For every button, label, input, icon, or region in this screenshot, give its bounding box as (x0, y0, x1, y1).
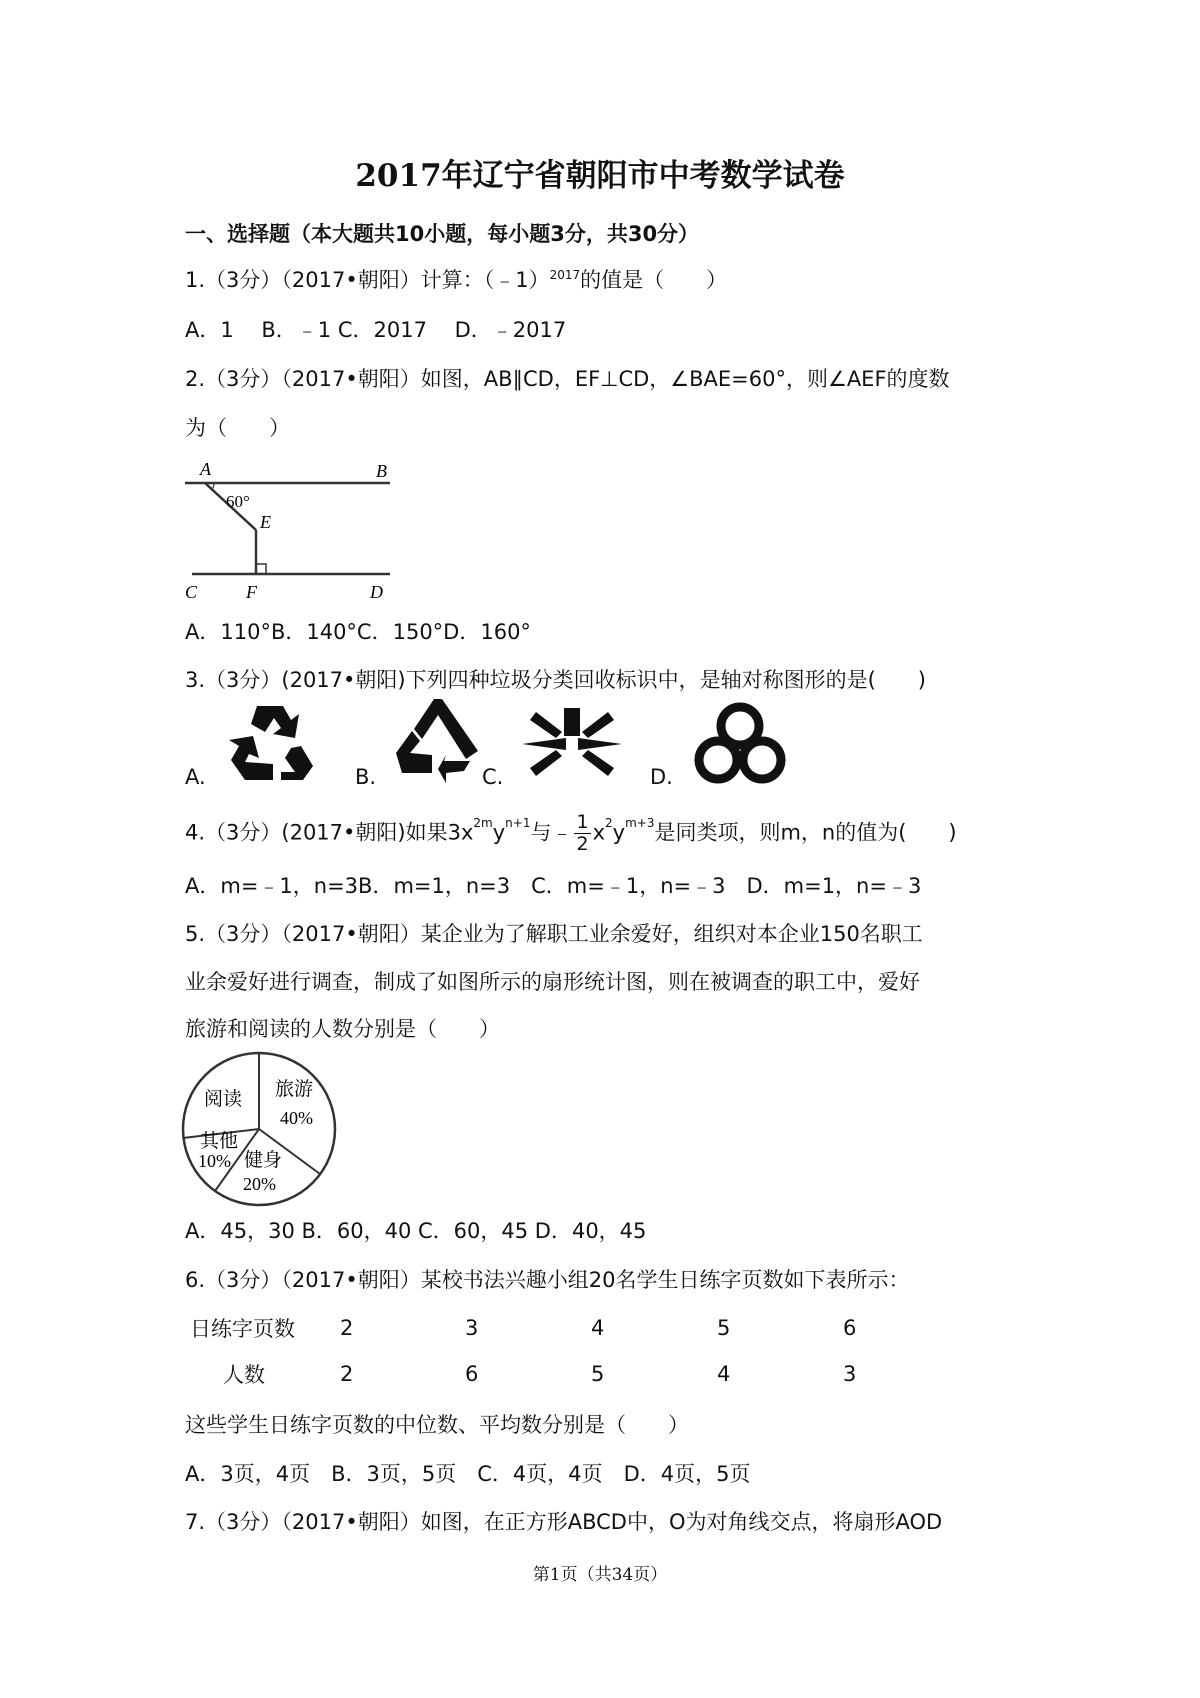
table-cell: 4 (717, 1362, 731, 1386)
q1-text: 1.（3分）（2017•朝阳）计算：（﹣1） (185, 268, 550, 292)
question-3: 3.（3分）(2017•朝阳)下列四种垃圾分类回收标识中，是轴对称图形的是( ) (185, 668, 926, 692)
table-cell: 3 (465, 1316, 479, 1340)
page-footer: 第1页（共34页） (532, 1565, 668, 1585)
q4-exp1: 2m (473, 816, 493, 830)
q4-text: 4.（3分）(2017•朝阳)如果3x (185, 820, 474, 845)
table-cell: 2 (340, 1316, 354, 1340)
label-b: B (376, 461, 387, 481)
pie-label-travel: 旅游 (275, 1078, 314, 1100)
pie-label-other: 其他 (200, 1130, 239, 1152)
q4-exp2: n+1 (505, 816, 531, 830)
q3-label-c: C. (482, 765, 504, 789)
label-c: C (185, 582, 198, 602)
table-cell: 3 (843, 1362, 857, 1386)
label-f: F (246, 582, 257, 602)
hobby-pie-chart (180, 1050, 340, 1210)
right-angle-mark (256, 564, 266, 574)
pie-value-other: 10% (198, 1151, 231, 1171)
q4-text-tail: 是同类项，则m，n的值为( ) (654, 820, 957, 845)
table-cell: 6 (465, 1362, 479, 1386)
question-6: 6.（3分）（2017•朝阳）某校书法兴趣小组20名学生日练字页数如下表所示： (185, 1268, 910, 1292)
q2-options: A．110°B．140°C．150°D．160° (185, 620, 531, 644)
page-title: 2017年辽宁省朝阳市中考数学试卷 (355, 158, 845, 194)
pie-label-fitness: 健身 (244, 1149, 283, 1171)
triangle-arrows-symbol-icon (392, 695, 482, 785)
pie-value-travel: 40% (280, 1108, 313, 1128)
q3-label-b: B. (355, 765, 377, 789)
q1-text-tail: 的值是（ ） (580, 268, 728, 292)
q3-label-d: D. (650, 765, 673, 789)
table-header-pages: 日练字页数 (190, 1317, 295, 1341)
practice-pages-table (185, 1305, 903, 1397)
pie-label-reading: 阅读 (204, 1088, 243, 1110)
question-2-line1: 2.（3分）（2017•朝阳）如图，AB∥CD，EF⊥CD，∠BAE=60°，则∠AEF的度数 (185, 367, 950, 391)
recycle-symbol-icon (225, 700, 315, 785)
table-row (185, 1305, 903, 1351)
q3-label-a: A. (185, 765, 206, 789)
question-5-line3: 旅游和阅读的人数分别是（ ） (185, 1017, 500, 1041)
q4-exp4: m+3 (625, 816, 655, 830)
q5-options: A．45，30 B．60，40 C．60，45 D．40，45 (185, 1219, 647, 1243)
table-header-count: 人数 (223, 1363, 265, 1387)
q4-options: A．m=﹣1，n=3B．m=1，n=3 C．m=﹣1，n=﹣3 D．m=1，n=﹣3 (185, 874, 922, 898)
table-cell: 6 (843, 1316, 857, 1340)
label-e: E (260, 512, 271, 532)
question-4 (185, 812, 957, 855)
table-cell: 4 (591, 1316, 605, 1340)
section-heading: 一、选择题（本大题共10小题，每小题3分，共30分） (185, 222, 700, 246)
fraction-denominator: 2 (576, 833, 589, 855)
q6-options: A．3页，4页 B．3页，5页 C．4页，4页 D．4页，5页 (185, 1462, 751, 1486)
table-cell: 2 (340, 1362, 354, 1386)
q1-options: A．1 B．﹣1 C．2017 D．﹣2017 (185, 318, 567, 342)
pie-value-fitness: 20% (243, 1174, 276, 1194)
table-cell: 5 (717, 1316, 731, 1340)
question-5-line1: 5.（3分）（2017•朝阳）某企业为了解职工业余爱好，组织对本企业150名职工 (185, 922, 923, 946)
q4-text-c: 与﹣ (530, 820, 573, 845)
q1-exponent: 2017 (549, 268, 581, 282)
fraction-numerator: 1 (576, 811, 589, 833)
table-row (185, 1351, 903, 1397)
label-d: D (370, 582, 383, 602)
three-circles-symbol-icon (692, 700, 788, 786)
table-cell: 5 (591, 1362, 605, 1386)
question-5-line2: 业余爱好进行调查，制成了如图所示的扇形统计图，则在被调查的职工中，爱好 (185, 970, 920, 994)
label-angle-60: 60° (226, 492, 250, 511)
q4-y: y (492, 820, 506, 845)
q4-exp3: 2 (605, 816, 613, 830)
q4-y2: y (612, 820, 626, 845)
converging-arrows-symbol-icon (522, 708, 622, 780)
label-a: A (200, 459, 211, 479)
question-7: 7.（3分）（2017•朝阳）如图，在正方形ABCD中，O为对角线交点，将扇形AOD (185, 1510, 943, 1534)
q4-x: x (592, 820, 605, 845)
question-1 (185, 264, 727, 296)
question-6-ask: 这些学生日练字页数的中位数、平均数分别是（ ） (185, 1413, 689, 1437)
question-2-line2: 为（ ） (185, 416, 290, 440)
parallel-lines-figure (180, 450, 400, 610)
q4-fraction (574, 812, 590, 855)
